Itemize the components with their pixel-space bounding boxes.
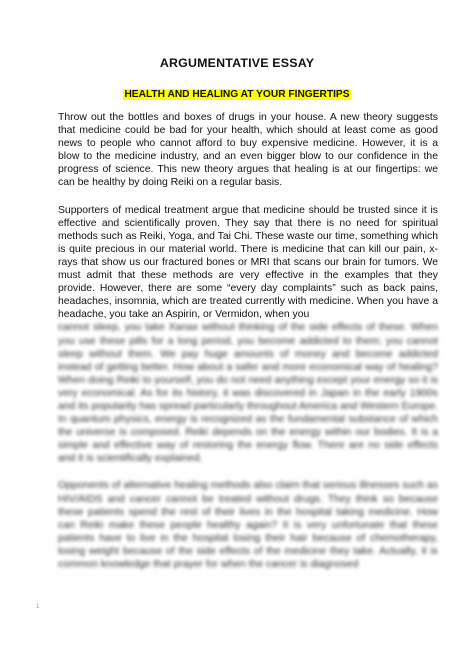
essay-title: ARGUMENTATIVE ESSAY (159, 56, 315, 70)
blurred-paragraph-3: Opponents of alternative healing methods also claim that serious illnesses such as HIV/AIDS and cancer cannot be treated without drugs. They think so because these patients spend the rest of their lives in the hospital taking medicine. How can Reiki make these people healthy again? It is very unfortunate that these patients have to live in the hospital losing their hair because of chemotherapy, losing weight because of the side effects of the medicine they take. Actually, it is common knowledge that prayer for when the cancer is diagnosed (58, 480, 438, 570)
paragraph-1: Throw out the bottles and boxes of drugs in your house. A new theory suggests that medicine could be bad for your health, which should at least come as good news to people who cannot afford to buy expensive medicine. However, it is a blow to the medicine industry, and an even bigger blow to our confidence in the progress of science. This new theory argues that healing is at our fingertips: we can be healthy by doing Reiki on a regular basis. (58, 112, 438, 189)
essay-body (58, 111, 438, 585)
highlighted-subtitle: HEALTH AND HEALING AT YOUR FINGERTIPS (124, 89, 350, 100)
paragraph-2: Supporters of medical treatment argue that medicine should be trusted since it is effective and scientifically proven. They say that there is no need for spiritual methods such as Reiki, Yoga, and Tai Chi. These waste our time, something which is quite precious in our material world. There is medicine that can kill our pain, x-rays that show us our fractured bones or MRI that scans our brain for tumors. We must admit that these methods are very effective in the examples that they provide. However, there are some “every day complaints” such as back pains, headaches, insomnia, which are treated currently with medicine. When you have a headache, you take an Aspirin, or Vermidon, when you (58, 204, 438, 321)
blurred-paragraph-2-continuation: cannot sleep, you take Xanax without thinking of the side effects of these. When you use these pills for a long period, you become addicted to them; you cannot sleep without them. We pay huge amounts of money and become addicted instead of getting better. How about a safer and more economical way of healing? When doing Reiki to yourself, you do not need anything except your energy so it is very economical. As for its history, it was discovered in Japan in the early 1900s and its popularity has spread particularly throughout America and Western Europe. In quantum physics, energy is recognized as the fundamental substance of which the universe is composed. Reiki depends on the energy within our bodies. It is a simple and effective way of restoring the energy flow. There are no side effects and it is scientifically explained. (58, 322, 438, 465)
essay-subtitle (0, 84, 474, 102)
page-number: 1 (36, 604, 40, 610)
